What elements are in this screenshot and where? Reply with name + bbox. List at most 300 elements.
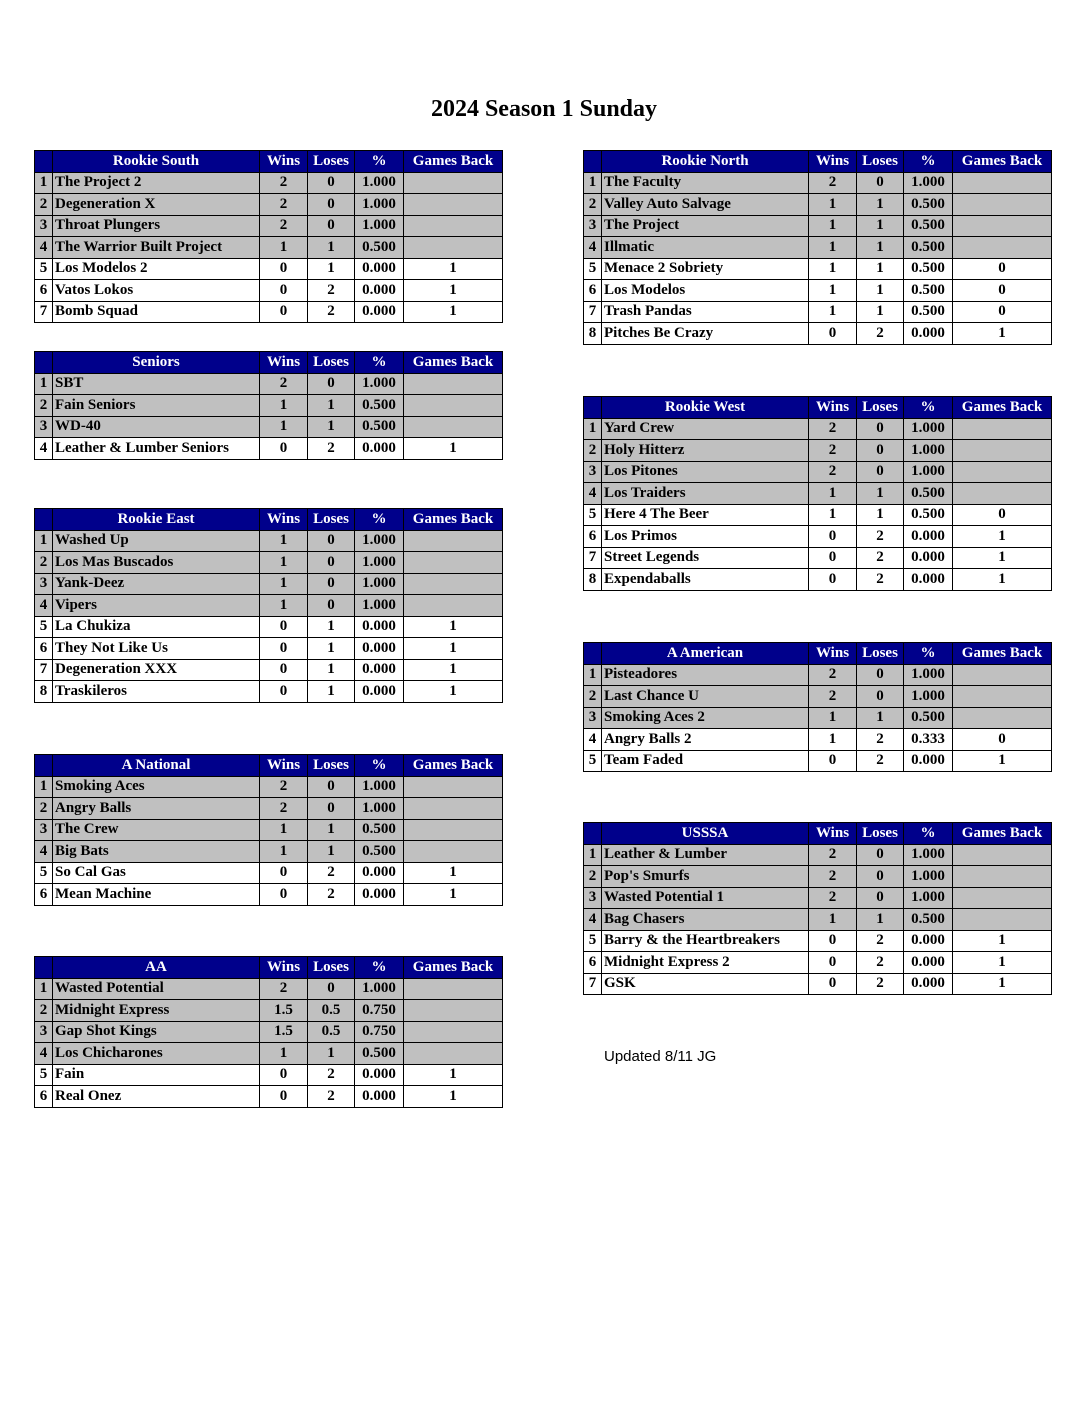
loses-cell: 0 bbox=[857, 440, 904, 462]
games-back-cell: 1 bbox=[953, 547, 1052, 569]
rank-cell: 4 bbox=[584, 237, 602, 259]
loses-header: Loses bbox=[308, 352, 355, 374]
rank-header bbox=[35, 755, 53, 777]
team-name: Bomb Squad bbox=[53, 301, 260, 323]
wins-cell: 2 bbox=[809, 418, 857, 440]
pct-cell: 1.000 bbox=[904, 844, 953, 866]
loses-cell: 1 bbox=[308, 395, 355, 417]
team-name: Barry & the Heartbreakers bbox=[602, 930, 809, 952]
pct-header: % bbox=[355, 151, 404, 173]
loses-cell: 1 bbox=[308, 616, 355, 638]
games-back-cell bbox=[953, 483, 1052, 505]
loses-cell: 0 bbox=[857, 844, 904, 866]
loses-cell: 1 bbox=[857, 909, 904, 931]
table-row bbox=[584, 707, 1052, 729]
wins-cell: 0 bbox=[260, 1064, 308, 1086]
games-back-cell bbox=[404, 194, 503, 216]
pct-cell: 1.000 bbox=[355, 573, 404, 595]
table-row bbox=[584, 237, 1052, 259]
games-back-cell bbox=[953, 461, 1052, 483]
rank-cell: 5 bbox=[35, 616, 53, 638]
pct-cell: 0.000 bbox=[904, 547, 953, 569]
rank-cell: 2 bbox=[35, 194, 53, 216]
team-name: Pop's Smurfs bbox=[602, 866, 809, 888]
table-row bbox=[584, 301, 1052, 323]
table-row bbox=[35, 237, 503, 259]
wins-cell: 0 bbox=[260, 862, 308, 884]
rank-header bbox=[35, 151, 53, 173]
table-row bbox=[584, 194, 1052, 216]
games-back-cell bbox=[953, 664, 1052, 686]
table-header-row bbox=[35, 352, 503, 374]
wins-cell: 0 bbox=[809, 526, 857, 548]
loses-cell: 2 bbox=[308, 438, 355, 460]
pct-cell: 1.000 bbox=[355, 798, 404, 820]
pct-cell: 1.000 bbox=[904, 440, 953, 462]
wins-cell: 1 bbox=[260, 595, 308, 617]
games-back-cell bbox=[404, 573, 503, 595]
games-back-cell: 1 bbox=[404, 1064, 503, 1086]
games-back-cell: 1 bbox=[953, 973, 1052, 995]
pct-cell: 0.500 bbox=[904, 504, 953, 526]
loses-cell: 2 bbox=[857, 973, 904, 995]
loses-cell: 1 bbox=[857, 194, 904, 216]
table-row bbox=[35, 798, 503, 820]
division-name: Rookie South bbox=[53, 151, 260, 173]
wins-cell: 1 bbox=[260, 819, 308, 841]
games-back-cell: 0 bbox=[953, 729, 1052, 751]
pct-cell: 0.500 bbox=[355, 1043, 404, 1065]
rank-cell: 3 bbox=[35, 819, 53, 841]
games-back-cell: 1 bbox=[404, 258, 503, 280]
wins-header: Wins bbox=[809, 643, 857, 665]
table-row bbox=[584, 483, 1052, 505]
table-row bbox=[35, 438, 503, 460]
pct-cell: 0.000 bbox=[355, 280, 404, 302]
wins-cell: 1 bbox=[260, 395, 308, 417]
wins-cell: 1 bbox=[809, 301, 857, 323]
loses-cell: 1 bbox=[857, 504, 904, 526]
games-back-cell bbox=[953, 194, 1052, 216]
games-back-cell: 0 bbox=[953, 301, 1052, 323]
games-back-cell bbox=[953, 215, 1052, 237]
pct-cell: 0.000 bbox=[355, 258, 404, 280]
games-back-cell: 1 bbox=[404, 659, 503, 681]
loses-cell: 0 bbox=[308, 373, 355, 395]
wins-cell: 1 bbox=[809, 280, 857, 302]
pct-cell: 0.500 bbox=[904, 258, 953, 280]
wins-cell: 0 bbox=[809, 323, 857, 345]
loses-header: Loses bbox=[308, 509, 355, 531]
team-name: Yard Crew bbox=[602, 418, 809, 440]
wins-cell: 0 bbox=[809, 952, 857, 974]
page-title: 2024 Season 1 Sunday bbox=[430, 96, 658, 122]
rookie-south-table bbox=[34, 150, 503, 323]
rank-cell: 6 bbox=[35, 884, 53, 906]
pct-cell: 0.500 bbox=[355, 416, 404, 438]
wins-cell: 2 bbox=[260, 978, 308, 1000]
wins-cell: 0 bbox=[809, 569, 857, 591]
table-row bbox=[584, 461, 1052, 483]
team-name: The Faculty bbox=[602, 172, 809, 194]
rank-cell: 1 bbox=[35, 978, 53, 1000]
pct-cell: 0.500 bbox=[355, 819, 404, 841]
table-row bbox=[584, 729, 1052, 751]
table-row bbox=[584, 930, 1052, 952]
rank-cell: 6 bbox=[35, 280, 53, 302]
rank-cell: 5 bbox=[35, 1064, 53, 1086]
games-back-cell bbox=[953, 237, 1052, 259]
loses-cell: 0.5 bbox=[308, 1021, 355, 1043]
team-name: Angry Balls 2 bbox=[602, 729, 809, 751]
loses-cell: 2 bbox=[308, 301, 355, 323]
games-back-cell: 0 bbox=[953, 280, 1052, 302]
rank-cell: 7 bbox=[584, 301, 602, 323]
table-row bbox=[584, 973, 1052, 995]
rank-header bbox=[584, 643, 602, 665]
rank-cell: 4 bbox=[584, 909, 602, 931]
table-row bbox=[35, 258, 503, 280]
pct-cell: 0.000 bbox=[904, 973, 953, 995]
rank-cell: 1 bbox=[35, 530, 53, 552]
rank-header bbox=[584, 397, 602, 419]
games-back-cell: 1 bbox=[404, 1086, 503, 1108]
team-name: Leather & Lumber bbox=[602, 844, 809, 866]
loses-cell: 0 bbox=[308, 194, 355, 216]
rank-cell: 3 bbox=[584, 461, 602, 483]
division-name: Rookie West bbox=[602, 397, 809, 419]
loses-cell: 0.5 bbox=[308, 1000, 355, 1022]
loses-cell: 1 bbox=[308, 681, 355, 703]
games-back-cell bbox=[404, 416, 503, 438]
table-row bbox=[35, 301, 503, 323]
wins-cell: 2 bbox=[809, 887, 857, 909]
games-back-cell: 1 bbox=[953, 952, 1052, 974]
wins-cell: 1 bbox=[809, 215, 857, 237]
loses-cell: 0 bbox=[857, 172, 904, 194]
rank-cell: 2 bbox=[584, 686, 602, 708]
team-name: Wasted Potential bbox=[53, 978, 260, 1000]
team-name: Bag Chasers bbox=[602, 909, 809, 931]
table-row bbox=[35, 616, 503, 638]
rank-cell: 2 bbox=[584, 866, 602, 888]
games-back-header: Games Back bbox=[404, 957, 503, 979]
table-row bbox=[35, 1086, 503, 1108]
rank-cell: 6 bbox=[584, 280, 602, 302]
team-name: They Not Like Us bbox=[53, 638, 260, 660]
wins-header: Wins bbox=[809, 397, 857, 419]
games-back-cell bbox=[404, 395, 503, 417]
games-back-cell bbox=[953, 707, 1052, 729]
pct-cell: 0.500 bbox=[904, 237, 953, 259]
games-back-cell bbox=[953, 440, 1052, 462]
division-name: Rookie East bbox=[53, 509, 260, 531]
pct-cell: 1.000 bbox=[904, 664, 953, 686]
wins-cell: 0 bbox=[809, 547, 857, 569]
games-back-cell bbox=[404, 819, 503, 841]
team-name: Vipers bbox=[53, 595, 260, 617]
wins-cell: 1 bbox=[809, 707, 857, 729]
wins-cell: 2 bbox=[260, 215, 308, 237]
rank-cell: 3 bbox=[584, 887, 602, 909]
wins-cell: 2 bbox=[809, 866, 857, 888]
pct-cell: 0.750 bbox=[355, 1021, 404, 1043]
games-back-cell: 1 bbox=[953, 930, 1052, 952]
pct-cell: 1.000 bbox=[355, 373, 404, 395]
games-back-cell bbox=[404, 1043, 503, 1065]
rank-cell: 5 bbox=[584, 258, 602, 280]
wins-cell: 1 bbox=[260, 552, 308, 574]
table-row bbox=[584, 440, 1052, 462]
loses-cell: 1 bbox=[857, 237, 904, 259]
rank-cell: 1 bbox=[584, 418, 602, 440]
table-row bbox=[35, 194, 503, 216]
table-row bbox=[584, 909, 1052, 931]
loses-cell: 1 bbox=[308, 1043, 355, 1065]
table-row bbox=[584, 258, 1052, 280]
team-name: WD-40 bbox=[53, 416, 260, 438]
pct-cell: 0.500 bbox=[904, 909, 953, 931]
games-back-header: Games Back bbox=[953, 643, 1052, 665]
team-name: Mean Machine bbox=[53, 884, 260, 906]
loses-cell: 2 bbox=[857, 526, 904, 548]
wins-cell: 0 bbox=[260, 659, 308, 681]
table-row bbox=[35, 395, 503, 417]
team-name: Throat Plungers bbox=[53, 215, 260, 237]
rank-cell: 3 bbox=[584, 707, 602, 729]
team-name: Holy Hitterz bbox=[602, 440, 809, 462]
team-name: The Crew bbox=[53, 819, 260, 841]
wins-cell: 0 bbox=[260, 258, 308, 280]
pct-cell: 1.000 bbox=[355, 172, 404, 194]
table-row bbox=[35, 1043, 503, 1065]
games-back-cell bbox=[404, 1021, 503, 1043]
wins-header: Wins bbox=[260, 352, 308, 374]
games-back-header: Games Back bbox=[404, 352, 503, 374]
wins-header: Wins bbox=[809, 823, 857, 845]
loses-cell: 0 bbox=[308, 552, 355, 574]
aa-table bbox=[34, 956, 503, 1108]
loses-cell: 2 bbox=[308, 862, 355, 884]
pct-cell: 0.500 bbox=[355, 841, 404, 863]
pct-header: % bbox=[904, 643, 953, 665]
team-name: Pisteadores bbox=[602, 664, 809, 686]
team-name: The Project bbox=[602, 215, 809, 237]
pct-cell: 0.500 bbox=[904, 707, 953, 729]
loses-cell: 0 bbox=[857, 418, 904, 440]
table-row bbox=[35, 552, 503, 574]
wins-cell: 0 bbox=[260, 301, 308, 323]
games-back-cell bbox=[953, 887, 1052, 909]
pct-cell: 1.000 bbox=[904, 887, 953, 909]
table-row bbox=[35, 681, 503, 703]
table-row bbox=[35, 172, 503, 194]
wins-cell: 1 bbox=[260, 237, 308, 259]
wins-cell: 1 bbox=[260, 573, 308, 595]
games-back-cell bbox=[404, 215, 503, 237]
games-back-cell: 1 bbox=[404, 638, 503, 660]
team-name: Illmatic bbox=[602, 237, 809, 259]
wins-header: Wins bbox=[260, 151, 308, 173]
rank-cell: 2 bbox=[584, 194, 602, 216]
team-name: Expendaballs bbox=[602, 569, 809, 591]
wins-cell: 1 bbox=[809, 504, 857, 526]
table-row bbox=[584, 547, 1052, 569]
pct-cell: 1.000 bbox=[904, 686, 953, 708]
pct-cell: 0.500 bbox=[904, 301, 953, 323]
wins-cell: 2 bbox=[809, 461, 857, 483]
pct-header: % bbox=[904, 823, 953, 845]
pct-cell: 1.000 bbox=[355, 530, 404, 552]
pct-cell: 1.000 bbox=[355, 194, 404, 216]
team-name: Degeneration X bbox=[53, 194, 260, 216]
team-name: Los Traiders bbox=[602, 483, 809, 505]
division-name: Seniors bbox=[53, 352, 260, 374]
table-row bbox=[35, 776, 503, 798]
pct-cell: 1.000 bbox=[904, 461, 953, 483]
wins-header: Wins bbox=[260, 957, 308, 979]
games-back-cell bbox=[404, 552, 503, 574]
loses-cell: 2 bbox=[857, 323, 904, 345]
loses-cell: 2 bbox=[857, 952, 904, 974]
table-row bbox=[584, 750, 1052, 772]
wins-cell: 2 bbox=[809, 664, 857, 686]
loses-cell: 0 bbox=[308, 595, 355, 617]
pct-cell: 0.500 bbox=[904, 280, 953, 302]
rookie-north-table bbox=[583, 150, 1052, 345]
wins-cell: 0 bbox=[260, 681, 308, 703]
table-header-row bbox=[584, 823, 1052, 845]
table-row bbox=[584, 323, 1052, 345]
team-name: Los Primos bbox=[602, 526, 809, 548]
loses-header: Loses bbox=[857, 823, 904, 845]
rank-header bbox=[35, 509, 53, 531]
games-back-cell bbox=[404, 172, 503, 194]
pct-header: % bbox=[904, 397, 953, 419]
usssa-table bbox=[583, 822, 1052, 995]
team-name: Smoking Aces bbox=[53, 776, 260, 798]
games-back-cell bbox=[404, 841, 503, 863]
table-row bbox=[35, 573, 503, 595]
pct-cell: 1.000 bbox=[904, 418, 953, 440]
pct-cell: 0.000 bbox=[355, 1086, 404, 1108]
table-row bbox=[584, 215, 1052, 237]
table-row bbox=[35, 659, 503, 681]
wins-cell: 1 bbox=[809, 729, 857, 751]
team-name: So Cal Gas bbox=[53, 862, 260, 884]
table-header-row bbox=[35, 509, 503, 531]
pct-cell: 1.000 bbox=[904, 866, 953, 888]
loses-cell: 1 bbox=[308, 819, 355, 841]
wins-cell: 2 bbox=[260, 798, 308, 820]
wins-cell: 2 bbox=[260, 373, 308, 395]
pct-cell: 0.000 bbox=[355, 659, 404, 681]
team-name: Valley Auto Salvage bbox=[602, 194, 809, 216]
division-name: AA bbox=[53, 957, 260, 979]
games-back-cell bbox=[953, 686, 1052, 708]
games-back-cell: 1 bbox=[953, 526, 1052, 548]
wins-cell: 2 bbox=[809, 172, 857, 194]
games-back-cell bbox=[953, 172, 1052, 194]
team-name: Leather & Lumber Seniors bbox=[53, 438, 260, 460]
table-row bbox=[35, 280, 503, 302]
table-row bbox=[584, 504, 1052, 526]
games-back-cell bbox=[404, 798, 503, 820]
division-name: A National bbox=[53, 755, 260, 777]
pct-cell: 0.750 bbox=[355, 1000, 404, 1022]
wins-cell: 2 bbox=[260, 194, 308, 216]
pct-header: % bbox=[355, 509, 404, 531]
games-back-cell bbox=[404, 776, 503, 798]
loses-header: Loses bbox=[308, 151, 355, 173]
loses-cell: 0 bbox=[308, 776, 355, 798]
loses-cell: 2 bbox=[857, 750, 904, 772]
rank-cell: 6 bbox=[35, 1086, 53, 1108]
games-back-cell bbox=[404, 237, 503, 259]
table-row bbox=[35, 1000, 503, 1022]
table-row bbox=[584, 887, 1052, 909]
pct-cell: 0.000 bbox=[355, 862, 404, 884]
wins-cell: 1 bbox=[809, 258, 857, 280]
rank-cell: 5 bbox=[584, 930, 602, 952]
a-american-table bbox=[583, 642, 1052, 772]
team-name: Los Chicharones bbox=[53, 1043, 260, 1065]
rank-cell: 5 bbox=[35, 862, 53, 884]
table-row bbox=[584, 664, 1052, 686]
pct-cell: 0.333 bbox=[904, 729, 953, 751]
team-name: Los Pitones bbox=[602, 461, 809, 483]
team-name: The Warrior Built Project bbox=[53, 237, 260, 259]
team-name: Degeneration XXX bbox=[53, 659, 260, 681]
loses-cell: 1 bbox=[857, 483, 904, 505]
team-name: Smoking Aces 2 bbox=[602, 707, 809, 729]
rank-cell: 5 bbox=[35, 258, 53, 280]
table-header-row bbox=[35, 151, 503, 173]
table-row bbox=[584, 686, 1052, 708]
games-back-header: Games Back bbox=[404, 509, 503, 531]
team-name: Los Modelos bbox=[602, 280, 809, 302]
wins-cell: 1 bbox=[260, 530, 308, 552]
loses-cell: 0 bbox=[857, 866, 904, 888]
team-name: Yank-Deez bbox=[53, 573, 260, 595]
table-row bbox=[584, 569, 1052, 591]
pct-cell: 0.500 bbox=[904, 483, 953, 505]
wins-cell: 0 bbox=[809, 930, 857, 952]
rank-cell: 1 bbox=[35, 776, 53, 798]
loses-cell: 2 bbox=[857, 569, 904, 591]
rank-cell: 3 bbox=[35, 215, 53, 237]
loses-cell: 1 bbox=[308, 416, 355, 438]
pct-cell: 0.000 bbox=[904, 323, 953, 345]
games-back-cell: 1 bbox=[404, 884, 503, 906]
rank-cell: 2 bbox=[35, 395, 53, 417]
rank-cell: 3 bbox=[35, 1021, 53, 1043]
team-name: Fain bbox=[53, 1064, 260, 1086]
games-back-cell bbox=[953, 418, 1052, 440]
loses-cell: 1 bbox=[857, 280, 904, 302]
team-name: Midnight Express 2 bbox=[602, 952, 809, 974]
rank-cell: 6 bbox=[35, 638, 53, 660]
team-name: Wasted Potential 1 bbox=[602, 887, 809, 909]
division-name: Rookie North bbox=[602, 151, 809, 173]
team-name: Team Faded bbox=[602, 750, 809, 772]
loses-header: Loses bbox=[857, 397, 904, 419]
team-name: Vatos Lokos bbox=[53, 280, 260, 302]
wins-cell: 0 bbox=[260, 438, 308, 460]
wins-cell: 1 bbox=[809, 237, 857, 259]
pct-cell: 0.000 bbox=[355, 438, 404, 460]
loses-header: Loses bbox=[308, 755, 355, 777]
